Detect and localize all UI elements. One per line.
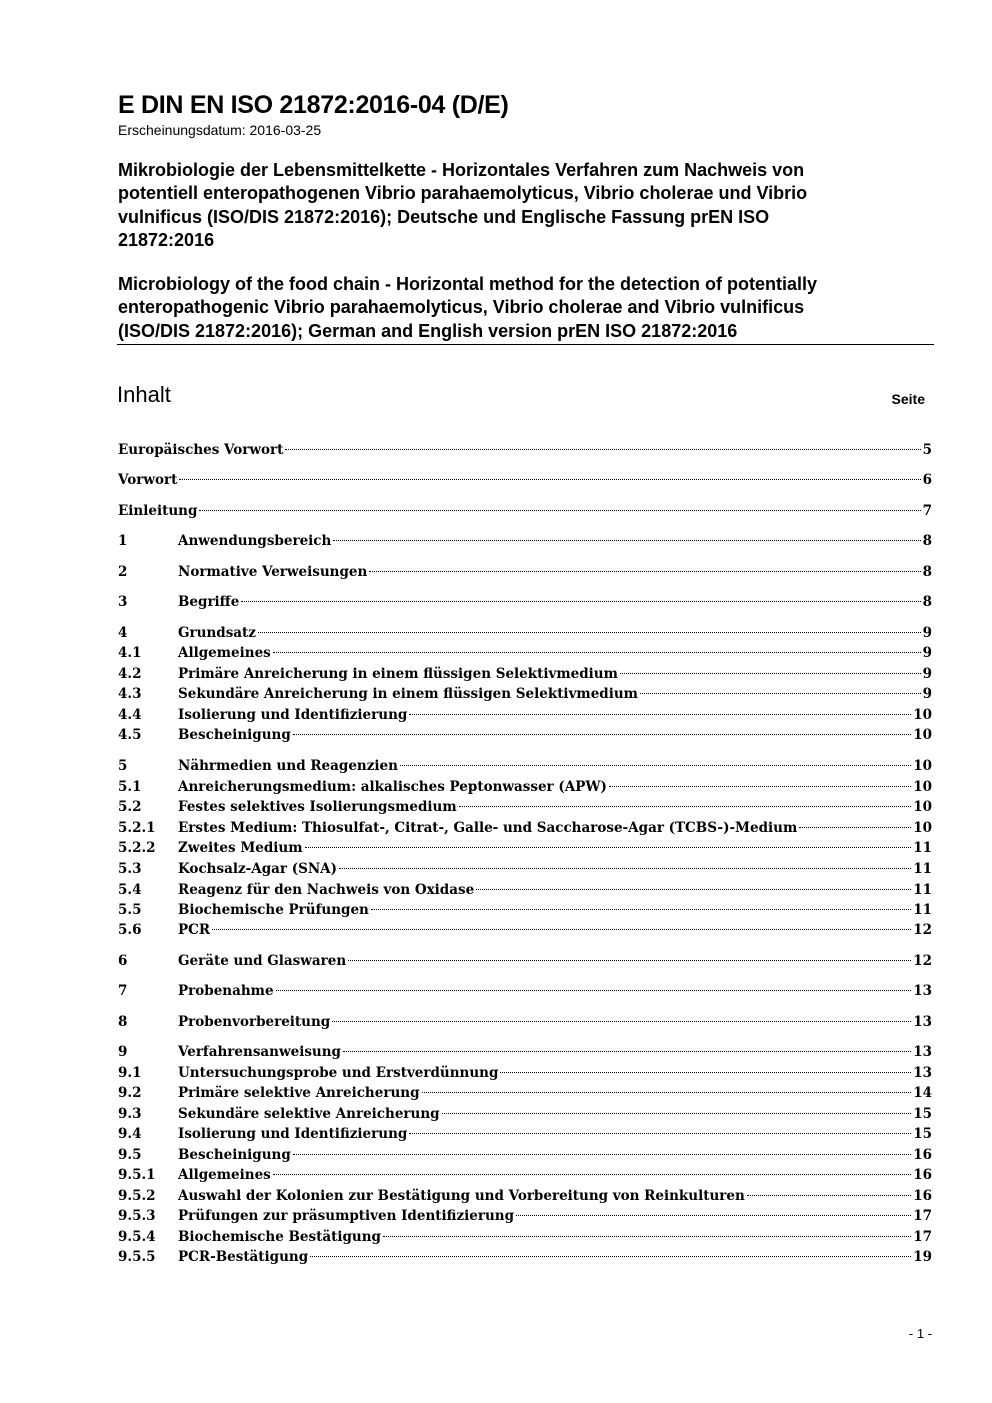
toc-leader-dots (273, 1174, 911, 1175)
toc-entry-title: Anwendungsbereich (178, 533, 332, 549)
toc-entry-page: 12 (913, 922, 932, 938)
toc-leader-dots (241, 601, 920, 602)
toc-entry[interactable] (118, 1165, 932, 1185)
toc-entry-number: 5.1 (118, 779, 142, 795)
toc-leader-dots (516, 1215, 911, 1216)
toc-entry-number: 5.2.2 (118, 840, 156, 856)
toc-entry-page: 9 (922, 625, 932, 641)
toc-leader-dots (442, 1113, 912, 1114)
title-german-line: vulnificus (ISO/DIS 21872:2016); Deutsche und Englische Fassung prEN ISO (118, 206, 770, 227)
toc-leader-dots (422, 1092, 912, 1093)
toc-leader-dots (333, 540, 920, 541)
toc-entry-page: 17 (913, 1229, 932, 1245)
toc-leader-dots (199, 510, 920, 511)
toc-entry[interactable] (118, 623, 932, 643)
toc-entry[interactable] (118, 900, 932, 920)
toc-entry-page: 15 (913, 1126, 932, 1142)
toc-entry-number: 5 (118, 758, 128, 774)
toc-entry[interactable] (118, 562, 932, 582)
toc-entry-number: 3 (118, 594, 128, 610)
title-english-line: enteropathogenic Vibrio parahaemolyticus, Vibrio cholerae and Vibrio vulnificus (118, 297, 805, 318)
toc-leader-dots (383, 1236, 911, 1237)
toc-entry-title: Untersuchungsprobe und Erstverdünnung (178, 1065, 499, 1081)
toc-entry-page: 11 (913, 861, 932, 877)
publication-date: Erscheinungsdatum: 2016-03-25 (118, 122, 322, 138)
toc-entry-page: 8 (922, 594, 932, 610)
toc-entry-title: Allgemeines (178, 1167, 271, 1183)
toc-entry-number: 9.2 (118, 1085, 142, 1101)
toc-entry-title: Bescheinigung (178, 1147, 291, 1163)
toc-entry-number: 9.5 (118, 1147, 142, 1163)
toc-entry[interactable] (118, 1083, 932, 1103)
toc-leader-dots (293, 734, 911, 735)
toc-heading: Inhalt (117, 382, 171, 407)
toc-entry-number: 9.1 (118, 1065, 142, 1081)
toc-entry-page: 11 (913, 882, 932, 898)
toc-entry-page: 17 (913, 1208, 932, 1224)
toc-entry-title: Geräte und Glaswaren (178, 953, 347, 969)
toc-entry[interactable] (118, 1042, 932, 1062)
toc-entry[interactable] (118, 440, 932, 460)
toc-entry-title: Begriffe (178, 594, 240, 610)
toc-entry-title: Europäisches Vorwort (118, 442, 284, 458)
toc-leader-dots (343, 1051, 911, 1052)
toc-leader-dots (371, 909, 911, 910)
toc-entry-number: 4.2 (118, 666, 142, 682)
toc-entry-title: Auswahl der Kolonien zur Bestätigung und Vorbereitung von Reinkulturen (178, 1188, 745, 1204)
toc-entry-title: Isolierung und Identifizierung (178, 1126, 408, 1142)
toc-entry-number: 9.3 (118, 1106, 142, 1122)
toc-entry-page: 7 (922, 503, 932, 519)
title-german-line: Mikrobiologie der Lebensmittelkette - Horizontales Verfahren zum Nachweis von (118, 160, 805, 180)
toc-entry-page: 15 (913, 1106, 932, 1122)
toc-entry-title: Probenahme (178, 983, 274, 999)
toc-entry-title: Primäre selektive Anreicherung (178, 1085, 420, 1101)
toc-entry[interactable] (118, 684, 932, 704)
toc-entry-page: 10 (913, 799, 932, 815)
toc-entry[interactable] (118, 1206, 932, 1226)
title-german-line: potentiell enteropathogenen Vibrio parahaemolyticus, Vibrio cholerae und Vibrio (118, 183, 808, 204)
toc-entry[interactable] (118, 1247, 932, 1267)
toc-entry[interactable] (118, 920, 932, 940)
title-german-line: 21872:2016 (118, 229, 215, 250)
toc-entry-number: 4.4 (118, 707, 142, 723)
toc-leader-dots (620, 673, 921, 674)
toc-entry-page: 6 (922, 472, 932, 488)
toc-entry-page: 19 (913, 1249, 932, 1265)
toc-entry[interactable] (118, 1227, 932, 1247)
toc-entry-page: 9 (922, 686, 932, 702)
title-english-line: Microbiology of the food chain - Horizontal method for the detection of potentially (118, 274, 817, 294)
toc-entry-title: PCR (178, 922, 211, 938)
toc-leader-dots (305, 847, 912, 848)
toc-entry-title: Kochsalz-Agar (SNA) (178, 861, 338, 877)
toc-entry-number: 9 (118, 1044, 128, 1060)
toc-leader-dots (276, 990, 912, 991)
toc-entry-number: 5.4 (118, 882, 142, 898)
toc-entry-page: 10 (913, 727, 932, 743)
toc-entry-page: 12 (913, 953, 932, 969)
toc-entry-page: 10 (913, 707, 932, 723)
toc-page-label: Seite (891, 391, 925, 407)
toc-leader-dots (339, 868, 911, 869)
toc-entry-number: 9.5.3 (118, 1208, 156, 1224)
toc-entry[interactable] (118, 951, 932, 971)
toc-entry[interactable] (118, 797, 932, 817)
toc-entry-number: 4.3 (118, 686, 142, 702)
toc-entry-title: Sekundäre selektive Anreicherung (178, 1106, 440, 1122)
toc-entry-page: 11 (913, 840, 932, 856)
toc-entry-title: Einleitung (118, 503, 198, 519)
toc-entry[interactable] (118, 1063, 932, 1083)
toc-entry-page: 13 (913, 1014, 932, 1030)
toc-entry-title: Bescheinigung (178, 727, 291, 743)
toc-entry-title: Probenvorbereitung (178, 1014, 331, 1030)
toc-entry-page: 10 (913, 758, 932, 774)
toc-leader-dots (799, 827, 911, 828)
title-german (118, 159, 918, 252)
toc-leader-dots (409, 1133, 911, 1134)
toc-entry-number: 5.2.1 (118, 820, 156, 836)
toc-entry-page: 13 (913, 1065, 932, 1081)
toc-leader-dots (369, 571, 920, 572)
toc-entry[interactable] (118, 859, 932, 879)
toc-entry-title: Primäre Anreicherung in einem flüssigen Selektivmedium (178, 666, 618, 682)
toc-entry[interactable] (118, 531, 932, 551)
toc-entry[interactable] (118, 838, 932, 858)
toc-entry-number: 9.4 (118, 1126, 142, 1142)
toc-entry[interactable] (118, 1104, 932, 1124)
toc-leader-dots (258, 632, 921, 633)
toc-entry-number: 1 (118, 533, 128, 549)
toc-leader-dots (747, 1195, 911, 1196)
toc-entry-page: 13 (913, 1044, 932, 1060)
toc-entry[interactable] (118, 643, 932, 663)
toc-entry-page: 11 (913, 902, 932, 918)
toc-entry-title: Verfahrensanweisung (178, 1044, 341, 1060)
toc-entry-title: Normative Verweisungen (178, 564, 368, 580)
toc-entry[interactable] (118, 725, 932, 745)
toc-entry-number: 4.5 (118, 727, 142, 743)
toc-entry-number: 4 (118, 625, 128, 641)
document-id: E DIN EN ISO 21872:2016-04 (D/E) (118, 91, 509, 119)
toc-entry-number: 7 (118, 983, 128, 999)
toc-leader-dots (273, 652, 921, 653)
toc-entry-title: Prüfungen zur präsumptiven Identifizierung (178, 1208, 515, 1224)
toc-entry-number: 4.1 (118, 645, 142, 661)
toc-entry[interactable] (118, 1124, 932, 1144)
toc-entry-title: Zweites Medium (178, 840, 303, 856)
toc-entry-page: 8 (922, 533, 932, 549)
toc-entry-number: 9.5.4 (118, 1229, 156, 1245)
toc-entry-number: 5.6 (118, 922, 142, 938)
title-english-line: (ISO/DIS 21872:2016); German and English version prEN ISO 21872:2016 (118, 320, 738, 341)
toc-entry-title: Nährmedien und Reagenzien (178, 758, 398, 774)
toc-entry[interactable] (118, 777, 932, 797)
toc-entry-number: 6 (118, 953, 128, 969)
toc-leader-dots (640, 693, 921, 694)
toc-entry-number: 8 (118, 1014, 128, 1030)
toc-leader-dots (348, 960, 911, 961)
toc-leader-dots (400, 765, 911, 766)
toc-entry-page: 16 (913, 1167, 932, 1183)
toc-entry-page: 9 (922, 666, 932, 682)
toc-entry[interactable] (118, 705, 932, 725)
toc-entry-title: Grundsatz (178, 625, 256, 641)
toc-leader-dots (179, 479, 920, 480)
title-divider (117, 344, 934, 345)
toc-leader-dots (310, 1256, 911, 1257)
toc-entry-title: Sekundäre Anreicherung in einem flüssigen Selektivmedium (178, 686, 638, 702)
toc-leader-dots (285, 449, 920, 450)
toc-entry-number: 2 (118, 564, 128, 580)
toc-entry-title: Isolierung und Identifizierung (178, 707, 408, 723)
title-english (118, 273, 918, 343)
toc-entry-title: Vorwort (118, 472, 178, 488)
toc-entry-page: 9 (922, 645, 932, 661)
toc-entry-number: 9.5.1 (118, 1167, 156, 1183)
toc-entry-title: Reagenz für den Nachweis von Oxidase (178, 882, 475, 898)
toc-leader-dots (293, 1154, 911, 1155)
toc-leader-dots (212, 929, 911, 930)
toc-entry-title: Erstes Medium: Thiosulfat-, Citrat-, Galle- und Saccharose-Agar (TCBS-)-Medium (178, 820, 798, 836)
toc-entry[interactable] (118, 818, 932, 838)
toc-entry-page: 16 (913, 1188, 932, 1204)
page-number: - 1 - (908, 1326, 932, 1341)
toc-entry-page: 14 (913, 1085, 932, 1101)
toc-leader-dots (476, 889, 911, 890)
toc-entry-page: 10 (913, 779, 932, 795)
toc-entry-page: 5 (922, 442, 932, 458)
toc-entry-number: 5.5 (118, 902, 142, 918)
toc-leader-dots (609, 786, 911, 787)
toc-leader-dots (459, 806, 912, 807)
toc-entry-title: Biochemische Prüfungen (178, 902, 369, 918)
toc-leader-dots (500, 1072, 911, 1073)
toc-entry[interactable] (118, 756, 932, 776)
toc-leader-dots (409, 714, 911, 715)
toc-entry-title: Biochemische Bestätigung (178, 1229, 381, 1245)
toc-entry[interactable] (118, 501, 932, 521)
toc-entry-number: 5.2 (118, 799, 142, 815)
toc-entry[interactable] (118, 592, 932, 612)
toc-entry-number: 9.5.5 (118, 1249, 156, 1265)
toc-entry-title: Anreicherungsmedium: alkalisches Peptonwasser (APW) (178, 779, 607, 795)
toc-entry[interactable] (118, 664, 932, 684)
toc-entry-number: 5.3 (118, 861, 142, 877)
toc-entry[interactable] (118, 470, 932, 490)
toc-entry-title: Allgemeines (178, 645, 271, 661)
toc-entry-page: 16 (913, 1147, 932, 1163)
toc-entry[interactable] (118, 1186, 932, 1206)
toc-entry-page: 8 (922, 564, 932, 580)
toc-entry-number: 9.5.2 (118, 1188, 156, 1204)
toc-entry-title: Festes selektives Isolierungsmedium (178, 799, 457, 815)
toc-entry-title: PCR-Bestätigung (178, 1249, 309, 1265)
toc-entry-page: 10 (913, 820, 932, 836)
toc-leader-dots (332, 1021, 911, 1022)
toc-entry[interactable] (118, 880, 932, 900)
toc-entry[interactable] (118, 1145, 932, 1165)
toc-entry[interactable] (118, 1012, 932, 1032)
toc-entry-page: 13 (913, 983, 932, 999)
toc-entry[interactable] (118, 981, 932, 1001)
